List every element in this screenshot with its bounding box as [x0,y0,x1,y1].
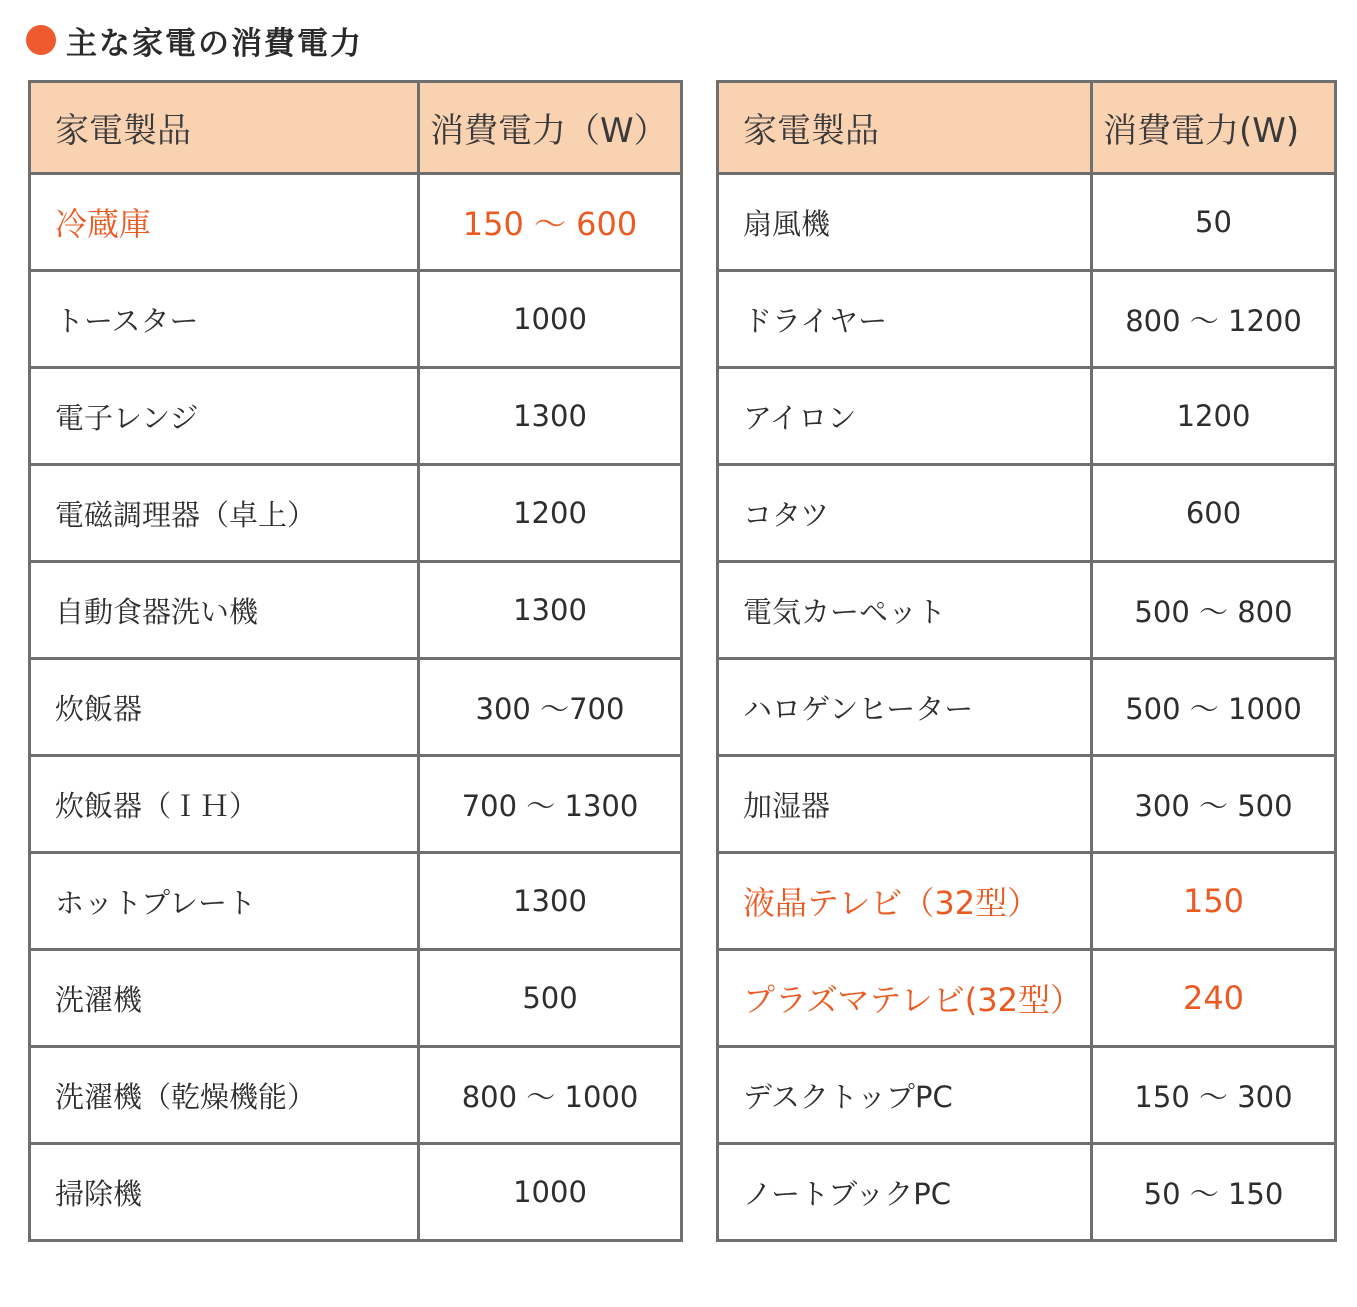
appliance-name: 加湿器 [718,756,1092,853]
appliance-name: 電気カーペット [718,562,1092,659]
table-row [30,368,682,465]
table-header-row [718,82,1336,174]
table-row [30,465,682,562]
power-watts: 300 ～700 [419,659,682,756]
power-watts: 150 ～ 300 [1092,1047,1336,1144]
appliance-name: アイロン [718,368,1092,465]
table-row [30,271,682,368]
power-watts: 500 ～ 800 [1092,562,1336,659]
appliance-name: 電子レンジ [30,368,419,465]
appliance-name: ホットプレート [30,853,419,950]
table-row [718,1144,1336,1241]
table-row [718,659,1336,756]
appliance-name: 炊飯器（ＩＨ） [30,756,419,853]
appliance-name: 炊飯器 [30,659,419,756]
table-row [30,950,682,1047]
appliance-name: 自動食器洗い機 [30,562,419,659]
power-watts: 800 ～ 1200 [1092,271,1336,368]
header-item: 家電製品 [718,82,1092,174]
table-row [718,950,1336,1047]
page-title: 主な家電の消費電力 [66,25,363,62]
bullet-dot-icon [26,25,56,55]
power-watts: 150 ～ 600 [419,174,682,271]
table-row [30,1047,682,1144]
power-watts: 1300 [419,853,682,950]
appliance-name: コタツ [718,465,1092,562]
power-watts: 1000 [419,1144,682,1241]
table-row [718,465,1336,562]
power-watts: 1000 [419,271,682,368]
appliance-name: デスクトップPC [718,1047,1092,1144]
appliance-name: 液晶テレビ（32型） [718,853,1092,950]
power-watts: 500 [419,950,682,1047]
table-row [718,562,1336,659]
power-table-right [716,80,1337,1242]
table-row [30,562,682,659]
power-watts: 1200 [1092,368,1336,465]
table-row [718,853,1336,950]
power-watts: 1200 [419,465,682,562]
appliance-name: プラズマテレビ(32型） [718,950,1092,1047]
power-watts: 800 ～ 1000 [419,1047,682,1144]
table-row [718,756,1336,853]
header-watt: 消費電力（W） [419,82,682,174]
table-row [718,368,1336,465]
power-watts: 150 [1092,853,1336,950]
table-row [718,271,1336,368]
table-row [30,756,682,853]
appliance-name: 掃除機 [30,1144,419,1241]
appliance-name: トースター [30,271,419,368]
power-watts: 50 ～ 150 [1092,1144,1336,1241]
section-heading [26,18,363,62]
power-watts: 240 [1092,950,1336,1047]
table-row [30,659,682,756]
appliance-name: ハロゲンヒーター [718,659,1092,756]
appliance-name: 洗濯機（乾燥機能） [30,1047,419,1144]
header-item: 家電製品 [30,82,419,174]
table-row [718,1047,1336,1144]
table-row [30,853,682,950]
header-watt: 消費電力(W) [1092,82,1336,174]
table-row [718,174,1336,271]
appliance-name: 扇風機 [718,174,1092,271]
appliance-name: 電磁調理器（卓上） [30,465,419,562]
table-row [30,174,682,271]
appliance-name: 冷蔵庫 [30,174,419,271]
power-watts: 700 ～ 1300 [419,756,682,853]
power-watts: 600 [1092,465,1336,562]
table-header-row [30,82,682,174]
power-watts: 50 [1092,174,1336,271]
appliance-name: ドライヤー [718,271,1092,368]
power-watts: 300 ～ 500 [1092,756,1336,853]
table-row [30,1144,682,1241]
appliance-name: 洗濯機 [30,950,419,1047]
power-watts: 1300 [419,562,682,659]
power-watts: 1300 [419,368,682,465]
power-table-left [28,80,683,1242]
power-watts: 500 ～ 1000 [1092,659,1336,756]
appliance-name: ノートブックPC [718,1144,1092,1241]
